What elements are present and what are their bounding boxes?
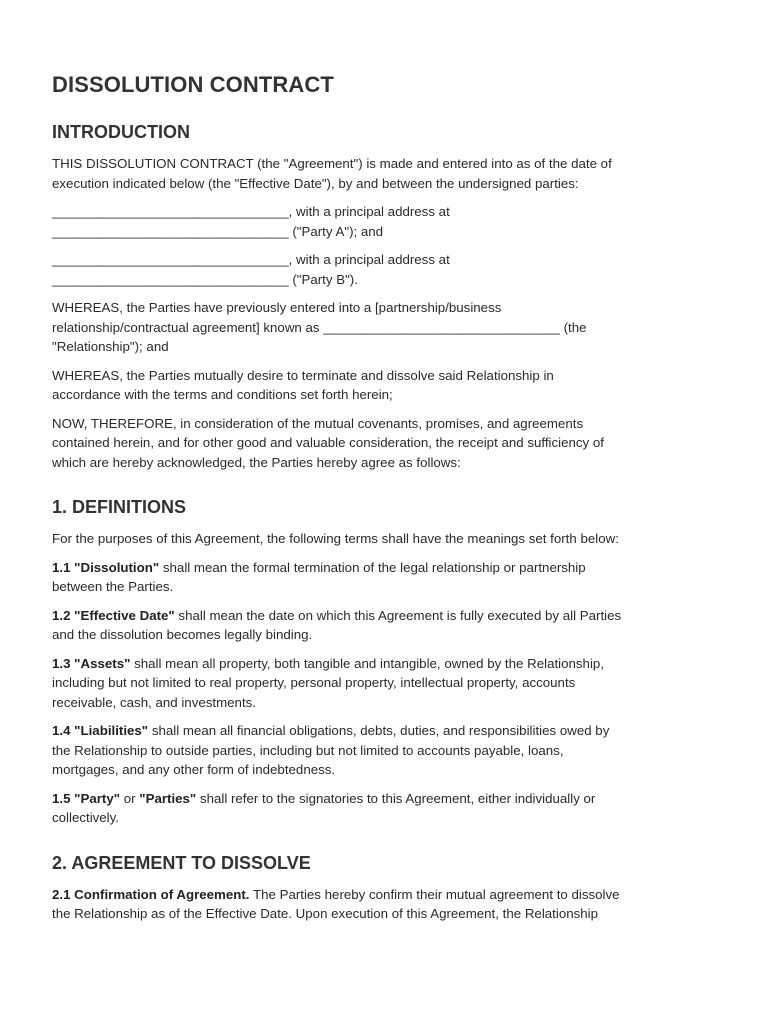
party-b-address-line: ________________________________ ("Party B"). [52,271,358,287]
party-b-block [52,250,718,289]
whereas-dissolve-paragraph [52,366,718,405]
text-line: "Relationship"); and [52,339,169,354]
text-line: shall refer to the signatories to this Agreement, either individually or [196,790,596,806]
text-line: receivable, cash, and investments. [52,694,256,710]
text-line: collectively. [52,810,119,825]
text-line: contained herein, and for other good and valuable consideration, the receipt and sufficiency of [52,435,604,450]
definition-term: 1.1 "Dissolution" [52,559,160,575]
text-line: execution indicated below (the "Effective Date"), by and between the undersigned parties: [52,175,579,191]
text-line: shall mean all property, both tangible and intangible, owned by the Relationship, [130,655,604,671]
text-line: including but not limited to real property, personal property, intellectual property, accounts [52,675,576,690]
text-line: mortgages, and any other form of indebtedness. [52,762,336,777]
party-a-block [52,202,718,241]
text-line: accordance with the terms and conditions set forth herein; [52,387,393,402]
text-line: The Parties hereby confirm their mutual agreement to dissolve [249,886,620,902]
definition-term: 1.2 "Effective Date" [52,607,175,623]
confirmation-paragraph [52,885,718,924]
agreement-heading: 2. AGREEMENT TO DISSOLVE [52,852,311,873]
definition-liabilities [52,721,718,780]
party-b-name-line: ________________________________, with a principal address at [52,252,450,267]
text-line: shall mean the date on which this Agreement is fully executed by all Parties [174,607,622,623]
section-term: 2.1 Confirmation of Agreement. [52,886,250,902]
party-a-address-line: ________________________________ ("Party A"); and [52,223,384,239]
text-line: NOW, THEREFORE, in consideration of the mutual covenants, promises, and agreements [52,415,584,431]
text-line: which are hereby acknowledged, the Parties hereby agree as follows: [52,454,461,470]
definition-term: 1.3 "Assets" [52,655,131,671]
party-a-name-line: ________________________________, with a principal address at [52,204,450,219]
text-line: relationship/contractual agreement] known as ________________________________ (the [52,319,587,335]
definition-dissolution [52,558,718,597]
whereas-relationship-paragraph [52,298,718,357]
text-line: the Relationship as of the Effective Date. Upon execution of this Agreement, the Relationship [52,906,598,921]
text-line: THIS DISSOLUTION CONTRACT (the "Agreement") is made and entered into as of the date of [52,156,612,171]
text-line: the Relationship to outside parties, including but not limited to accounts payable, loans, [52,742,564,758]
definition-term: 1.5 "Party" [52,790,121,806]
intro-paragraph [52,154,718,193]
document-title: DISSOLUTION CONTRACT [52,72,334,97]
text-line: WHEREAS, the Parties have previously entered into a [partnership/business [52,300,502,315]
text-line: WHEREAS, the Parties mutually desire to terminate and dissolve said Relationship in [52,367,554,383]
definition-effective-date [52,606,718,645]
definition-assets [52,654,718,713]
definitions-heading: 1. DEFINITIONS [52,497,187,517]
text-line: shall mean the formal termination of the legal relationship or partnership [159,559,586,575]
text-fragment: or [120,790,140,806]
text-line: and the dissolution becomes legally binding. [52,627,313,642]
definitions-lead: For the purposes of this Agreement, the following terms shall have the meanings set forth below: [52,531,619,546]
definition-term: 1.4 "Liabilities" [52,723,149,738]
definition-term: "Parties" [139,790,197,806]
definition-party [52,789,718,828]
text-line: shall mean all financial obligations, debts, duties, and responsibilities owed by [148,723,610,738]
now-therefore-paragraph [52,414,718,473]
text-line: between the Parties. [52,579,174,594]
introduction-heading: INTRODUCTION [52,122,190,142]
